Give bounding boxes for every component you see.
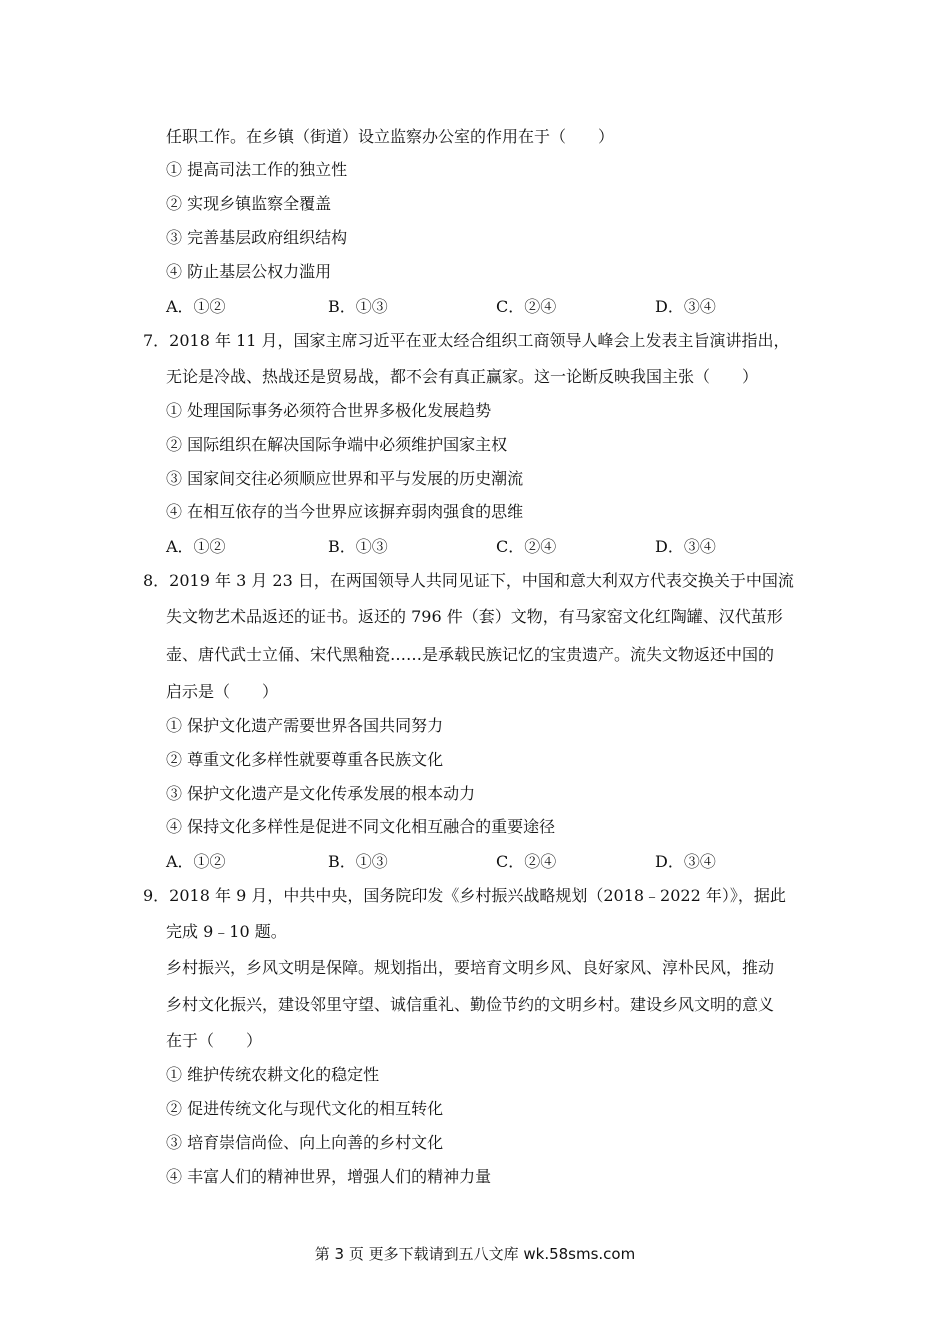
q9-item-2: ② 促进传统文化与现代文化的相互转化	[166, 1099, 444, 1118]
q9-stem-line-4: 乡村文化振兴，建设邻里守望、诚信重礼、勤俭节约的文明乡村。建设乡风文明的意义	[166, 995, 775, 1014]
q7-option-c: C．②④	[496, 537, 557, 556]
page-footer: 第 3 页 更多下载请到五八文库 wk.58sms.com	[314, 1245, 636, 1263]
q8-option-b: B．①③	[328, 852, 388, 871]
q7-option-b: B．①③	[328, 537, 388, 556]
q9-stem-line-3: 乡村振兴，乡风文明是保障。规划指出，要培育文明乡风、良好家风、淳朴民风，推动	[166, 958, 775, 977]
q7-item-4: ④ 在相互依存的当今世界应该摒弃弱肉强食的思维	[166, 502, 524, 521]
q6-item-1: ① 提高司法工作的独立性	[166, 160, 348, 179]
q7-item-2: ② 国际组织在解决国际争端中必须维护国家主权	[166, 435, 508, 454]
q8-stem-line-3: 壶、唐代武士立俑、宋代黑釉瓷……是承载民族记忆的宝贵遗产。流失文物返还中国的	[166, 645, 775, 664]
q8-stem-line-2: 失文物艺术品返还的证书。返还的 796 件（套）文物，有马家窑文化红陶罐、汉代茧形	[166, 607, 783, 626]
q9-item-4: ④ 丰富人们的精神世界，增强人们的精神力量	[166, 1167, 492, 1186]
q8-stem-line-1: 8．2019 年 3 月 23 日，在两国领导人共同见证下，中国和意大利双方代表交换关于中国流	[143, 571, 794, 590]
q7-item-1: ① 处理国际事务必须符合世界多极化发展趋势	[166, 401, 492, 420]
q6-item-2: ② 实现乡镇监察全覆盖	[166, 194, 332, 213]
q9-item-3: ③ 培育崇信尚俭、向上向善的乡村文化	[166, 1133, 444, 1152]
q8-option-d: D．③④	[655, 852, 716, 871]
q8-item-1: ① 保护文化遗产需要世界各国共同努力	[166, 716, 444, 735]
q8-item-3: ③ 保护文化遗产是文化传承发展的根本动力	[166, 784, 476, 803]
q8-option-c: C．②④	[496, 852, 557, 871]
q7-stem-line-1: 7．2018 年 11 月，国家主席习近平在亚太经合组织工商领导人峰会上发表主旨演讲指出，	[143, 331, 790, 350]
q9-stem-line-1: 9．2018 年 9 月，中共中央，国务院印发《乡村振兴战略规划（2018﹣2022 年）》，据此	[143, 886, 786, 905]
q7-item-3: ③ 国家间交往必须顺应世界和平与发展的历史潮流	[166, 469, 524, 488]
q6-item-4: ④ 防止基层公权力滥用	[166, 262, 332, 281]
q7-stem-line-2: 无论是冷战、热战还是贸易战，都不会有真正赢家。这一论断反映我国主张（ ）	[166, 367, 759, 386]
q6-option-d: D．③④	[655, 297, 716, 316]
q9-stem-line-2: 完成 9﹣10 题。	[166, 922, 287, 941]
q7-option-d: D．③④	[655, 537, 716, 556]
q6-option-b: B．①③	[328, 297, 388, 316]
q8-item-2: ② 尊重文化多样性就要尊重各民族文化	[166, 750, 444, 769]
q6-option-a: A．①②	[166, 297, 226, 316]
q6-stem-tail: 任职工作。在乡镇（街道）设立监察办公室的作用在于（ ）	[166, 127, 615, 146]
q6-option-c: C．②④	[496, 297, 557, 316]
q8-option-a: A．①②	[166, 852, 226, 871]
q7-option-a: A．①②	[166, 537, 226, 556]
q6-item-3: ③ 完善基层政府组织结构	[166, 228, 348, 247]
q8-item-4: ④ 保持文化多样性是促进不同文化相互融合的重要途径	[166, 817, 556, 836]
q8-stem-line-4: 启示是（ ）	[166, 682, 279, 701]
q9-stem-line-5: 在于（ ）	[166, 1031, 263, 1050]
q9-item-1: ① 维护传统农耕文化的稳定性	[166, 1065, 380, 1084]
